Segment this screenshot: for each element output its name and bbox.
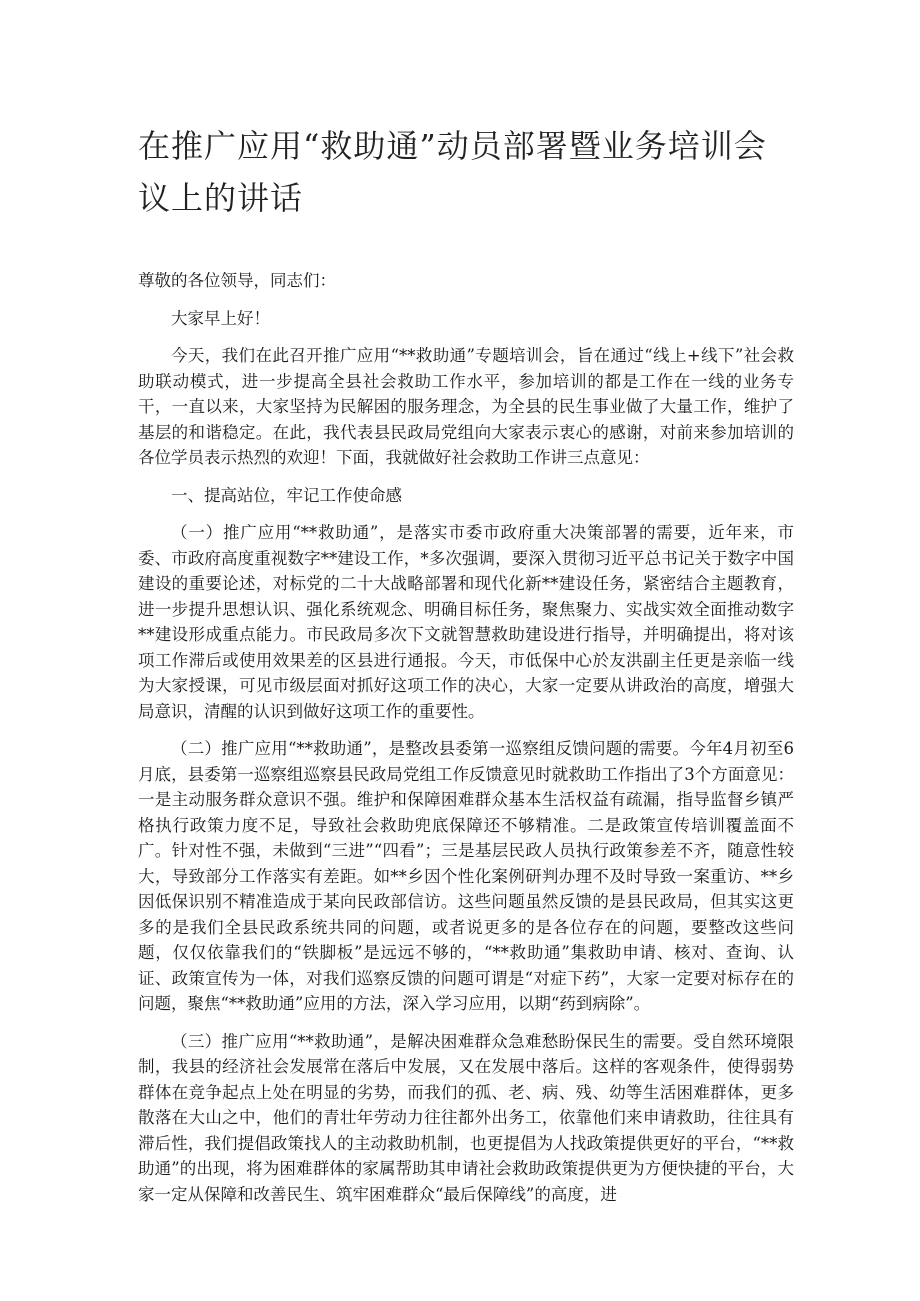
paragraph-1: （一）推广应用“**救助通”，是落实市委市政府重大决策部署的需要，近年来，市委、市政府高度重视数字**建设工作，*多次强调，要深入贯彻习近平总书记关于数字中国建设的重要论述，对标党的二十大战略部署和现代化新**建设任务，紧密结合主题教育，进一步提升思想认识、强化系统观念、明确目标任务，聚焦聚力、实战实效全面推动数字**建设形成重点能力。市民政局多次下文就智慧救助建设进行指导，并明确提出，将对该项工作滞后或使用效果差的区县进行通报。今天，市低保中心於友洪副主任更是亲临一线为大家授课，可见市级层面对抓好这项工作的决心，大家一定要从讲政治的高度，增强大局意识，清醒的认识到做好这项工作的重要性。 xyxy=(138,523,794,721)
document-body xyxy=(138,268,794,1219)
paragraph-2: （二）推广应用“**救助通”，是整改县委第一巡察组反馈问题的需要。今年4月初至6月底，县委第一巡察组巡察县民政局党组工作反馈意见时就救助工作指出了3个方面意见：一是主动服务群众意识不强。维护和保障困难群众基本生活权益有疏漏，指导监督乡镇严格执行政策力度不足，导致社会救助兜底保障还不够精准。二是政策宣传培训覆盖面不广。针对性不强，未做到“三进”“四看”；三是基层民政人员执行政策参差不齐，随意性较大，导致部分工作落实有差距。如**乡因个性化案例研判办理不及时导致一案重访、**乡因低保识别不精准造成于某向民政部信访。这些问题虽然反馈的是县民政局，但其实这更多的是我们全县民政系统共同的问题，或者说更多的是各位存在的问题，要整改这些问题，仅仅依靠我们的“铁脚板”是远远不够的，“**救助通”集救助申请、核对、查询、认证、政策宣传为一体，对我们巡察反馈的问题可谓是“对症下药”，大家一定要对标存在的问题，聚焦“**救助通”应用的方法，深入学习应用，以期“药到病除”。 xyxy=(138,739,794,1013)
greeting: 大家早上好！ xyxy=(171,308,270,328)
document-title: 在推广应用“救助通”动员部署暨业务培训会议上的讲话 xyxy=(138,127,767,217)
intro-paragraph: 今天，我们在此召开推广应用“**救助通”专题培训会，旨在通过“线上+线下”社会救助联动模式，进一步提高全县社会救助工作水平，参加培训的都是工作在一线的业务专干，一直以来，大家坚持为民解困的服务理念，为全县的民生事业做了大量工作，维护了基层的和谐稳定。在此，我代表县民政局党组向大家表示衷心的感谢，对前来参加培训的各位学员表示热烈的欢迎！下面，我就做好社会救助工作讲三点意见： xyxy=(138,346,794,467)
section-heading-1: 一、提高站位，牢记工作使命感 xyxy=(171,485,402,505)
salutation: 尊敬的各位领导，同志们： xyxy=(138,271,336,290)
paragraph-3: （三）推广应用“**救助通”，是解决困难群众急难愁盼保民生的需要。受自然环境限制，我县的经济社会发展常在落后中发展，又在发展中落后。这样的客观条件，使得弱势群体在竞争起点上处在明显的劣势，而我们的孤、老、病、残、幼等生活困难群体，更多散落在大山之中，他们的青壮年劳动力往往都外出务工，依靠他们来申请救助，往往具有滞后性，我们提倡政策找人的主动救助机制，也更提倡为人找政策提供更好的平台，“**救助通”的出现，将为困难群体的家属帮助其申请社会救助政策提供更为方便快捷的平台，大家一定从保障和改善民生、筑牢困难群众“最后保障线”的高度，进 xyxy=(138,1031,794,1204)
